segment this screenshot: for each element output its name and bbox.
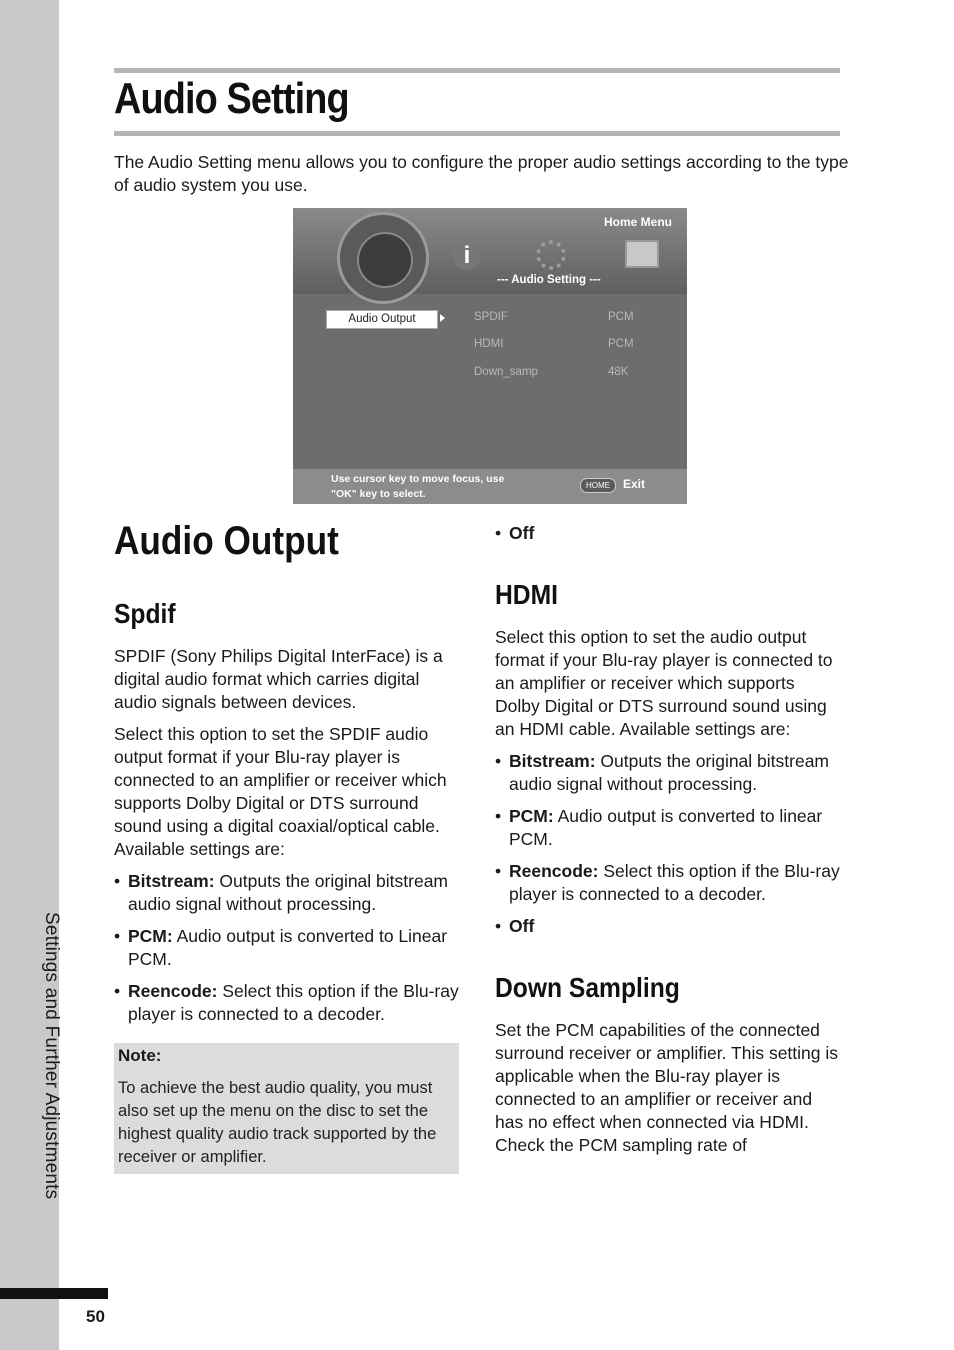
exit-label: Exit (623, 477, 646, 491)
gear-icon (536, 240, 566, 270)
menu-row-name: SPDIF (474, 311, 508, 323)
list-item: • Reencode: Select this option if the Blu-ray player is connected to a decoder. (114, 981, 459, 1024)
list-item: • Off (495, 523, 535, 543)
menu-home-title: Home Menu (603, 215, 672, 229)
list-item: • Reencode: Select this option if the Blu-ray player is connected to a decoder. (495, 861, 840, 904)
menu-row-name: HDMI (474, 338, 504, 350)
monitor-icon (625, 240, 659, 268)
list-item: • Bitstream: Outputs the original bitstream audio signal without processing. (495, 751, 830, 794)
menu-hint: Use cursor key to move focus, use "OK" key to select. (331, 473, 505, 500)
spdif-para-1: SPDIF (Sony Philips Digital InterFace) is a digital audio format which carries digital audio signals between devices. (114, 646, 443, 712)
intro-text: The Audio Setting menu allows you to configure the proper audio settings according to the type of audio system you use. (114, 152, 849, 195)
heading-spdif: Spdif (114, 598, 176, 629)
down-sampling-column (495, 1019, 840, 1166)
page-number: 50 (86, 1307, 105, 1326)
list-item: • Bitstream: Outputs the original bitstream audio signal without processing. (114, 871, 449, 914)
audio-disc-icon (337, 212, 429, 304)
info-icon: i (453, 242, 481, 270)
title-rule-bottom (114, 131, 840, 136)
menu-footer (293, 469, 687, 504)
home-key-icon: HOME (580, 478, 616, 493)
list-item: • PCM: Audio output is converted to linear PCM. (495, 806, 823, 849)
hdmi-column (495, 626, 840, 947)
section-heading-audio-output: Audio Output (114, 519, 339, 563)
hdmi-para: Select this option to set the audio output format if your Blu-ray player is connected to an amplifier or receiver which supports Dolby Digital or DTS surround sound using an HDMI cable. Available settings are: (495, 627, 833, 739)
menu-row-name: Down_samp (474, 366, 538, 378)
note-title: Note: (118, 1046, 162, 1065)
title-rule-top (114, 68, 840, 73)
menu-row-value: PCM (608, 311, 634, 323)
list-item: • PCM: Audio output is converted to Linear PCM. (114, 926, 448, 969)
note-box (114, 1043, 459, 1174)
page-title: Audio Setting (114, 74, 349, 123)
menu-row-value: PCM (608, 338, 634, 350)
sidebar-section-label: Settings and Further Adjustments (41, 912, 62, 1200)
list-item: • Off (495, 916, 535, 936)
spdif-para-2: Select this option to set the SPDIF audio output format if your Blu-ray player is connected to an amplifier or receiver which supports Dolby Digital or DTS surround sound using a digital coaxial/optical cable. Available settings are: (114, 724, 447, 859)
menu-row-value: 48K (608, 366, 629, 378)
menu-section-title: --- Audio Setting --- (497, 274, 601, 286)
audio-setting-menu-screenshot (293, 208, 687, 504)
page-number-bar (0, 1288, 108, 1299)
down-sampling-para: Set the PCM capabilities of the connected surround receiver or amplifier. This setting is applicable when the Blu-ray player is connected to an amplifier or receiver and has no effect when connected via HDMI. Check the PCM sampling rate of (495, 1020, 839, 1155)
heading-hdmi: HDMI (495, 579, 558, 610)
spdif-off-item (495, 522, 840, 554)
note-body: To achieve the best audio quality, you must also set up the menu on the disc to set the highest quality audio track supported by the receiver or amplifier. (118, 1079, 437, 1166)
chevron-right-icon (440, 314, 445, 322)
menu-item-audio-output: Audio Output (326, 310, 438, 329)
heading-down-sampling: Down Sampling (495, 972, 680, 1003)
spdif-column (114, 645, 459, 1035)
